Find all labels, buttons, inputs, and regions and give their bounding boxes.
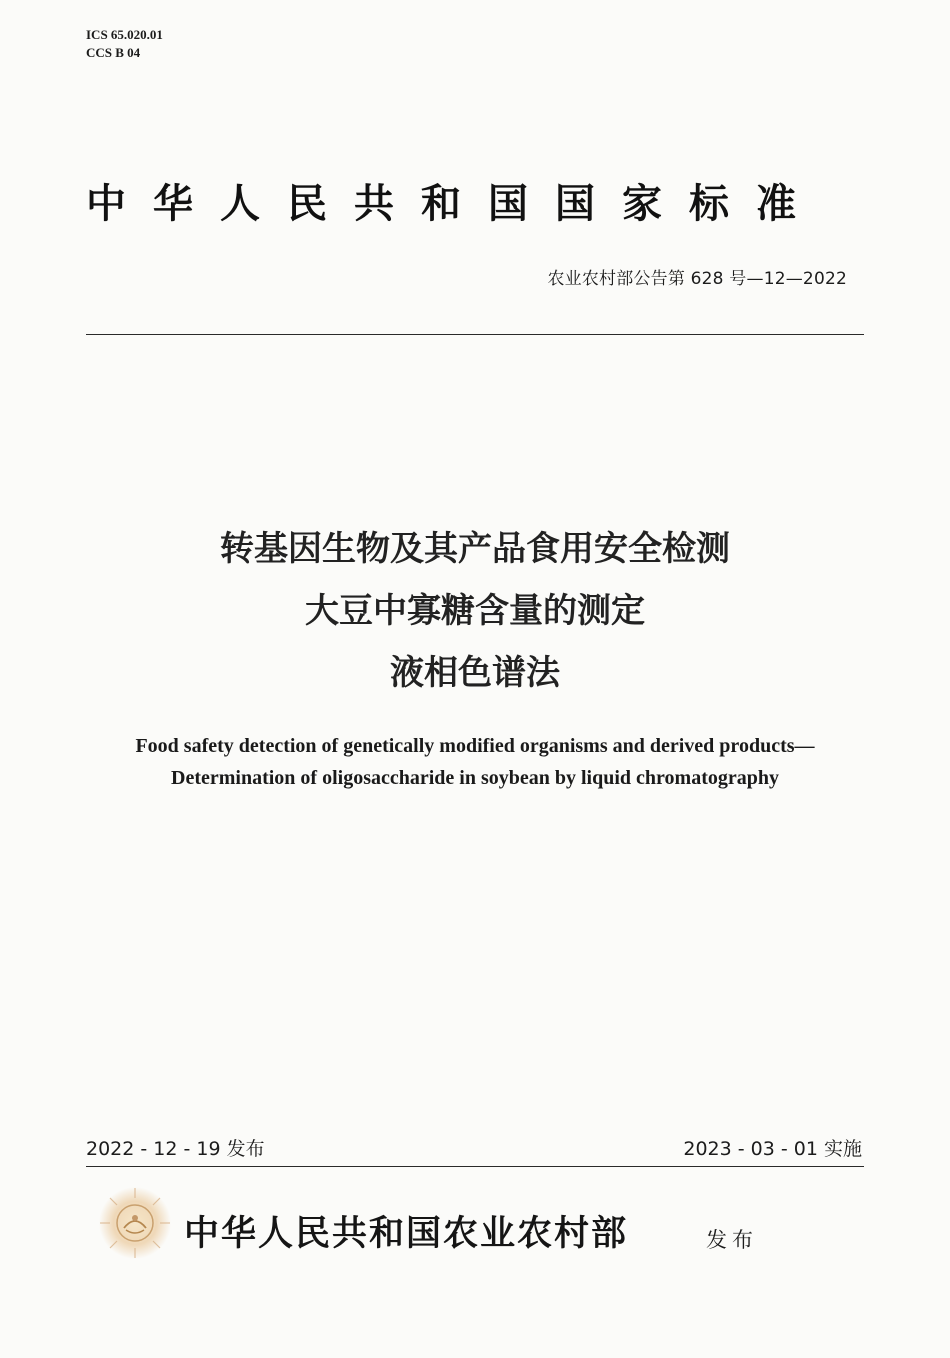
publish-label: 发布	[706, 1228, 758, 1252]
publisher-name: 中华人民共和国农业农村部	[184, 1213, 629, 1254]
chinese-title-line-3: 液相色谱法	[390, 653, 560, 693]
ccs-code: CCS B 04	[86, 45, 141, 60]
standard-number: 农业农村部公告第 628 号—12—2022	[547, 269, 847, 289]
chinese-title	[0, 518, 950, 704]
english-title	[0, 730, 950, 794]
classification-codes	[86, 26, 163, 62]
footer-divider	[86, 1166, 864, 1167]
chinese-title-line-2: 大豆中寡糖含量的测定	[305, 591, 645, 631]
chinese-title-line-1: 转基因生物及其产品食用安全检测	[220, 529, 730, 569]
ics-code: ICS 65.020.01	[86, 27, 163, 42]
national-standard-title: 中华人民共和国国家标准	[86, 181, 823, 227]
ministry-emblem-icon	[98, 1186, 172, 1260]
issue-date: 2022 - 12 - 19 发布	[86, 1138, 265, 1160]
implementation-date: 2023 - 03 - 01 实施	[683, 1138, 862, 1160]
english-title-line-2: Determination of oligosaccharide in soybean by liquid chromatography	[171, 767, 779, 789]
header-divider	[86, 334, 864, 335]
english-title-line-1: Food safety detection of genetically modified organisms and derived products—	[135, 735, 815, 757]
